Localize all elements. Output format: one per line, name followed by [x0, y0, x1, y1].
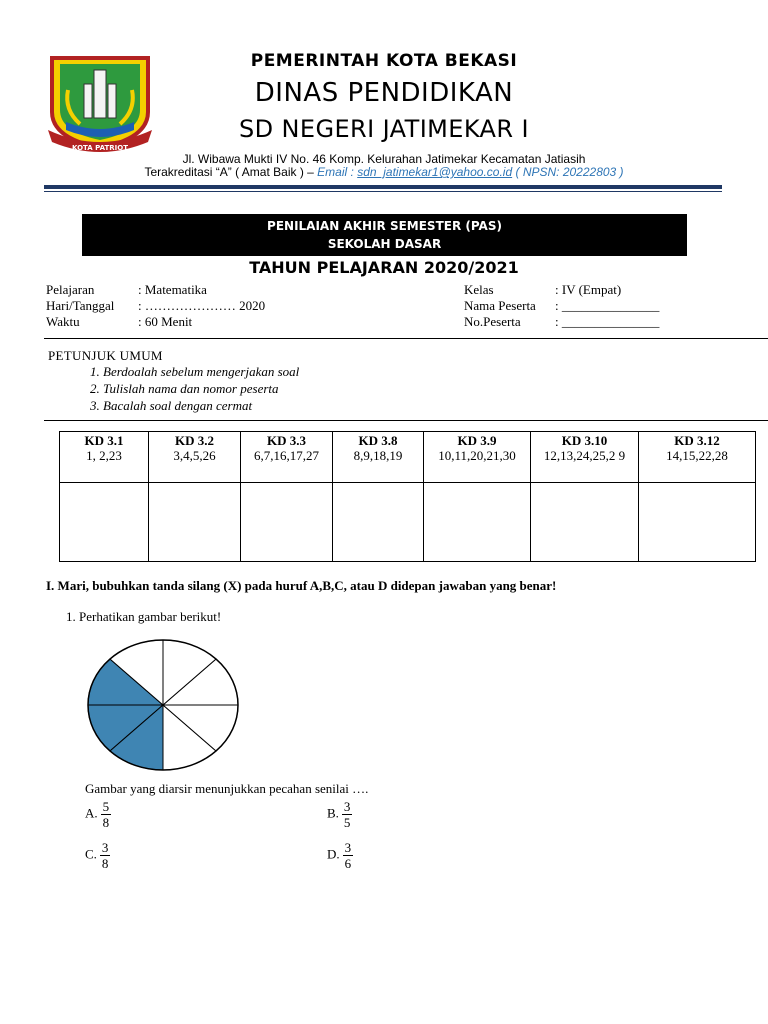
option-letter: B. [327, 805, 339, 821]
school-title: SD NEGERI JATIMEKAR I [239, 115, 529, 143]
exam-title: PENILAIAN AKHIR SEMESTER (PAS) [267, 219, 502, 233]
divider [44, 420, 768, 421]
instructions-title: PETUNJUK UMUM [48, 348, 163, 363]
header-rule-thick [44, 185, 722, 189]
kd-score-cell[interactable] [531, 483, 639, 562]
question-1-intro: 1. Perhatikan gambar berikut! [66, 609, 222, 624]
fraction: $\frac{5}{8}$ [102, 799, 110, 830]
fraction: $\frac{3}{5}$ [343, 799, 351, 830]
option-letter: D. [327, 846, 340, 862]
department-title: DINAS PENDIDIKAN [254, 78, 514, 108]
accreditation-line [0, 165, 768, 179]
kd-score-cell[interactable] [639, 483, 756, 562]
exam-subtitle: SEKOLAH DASAR [327, 237, 442, 251]
number-label: No.Peserta [464, 314, 521, 329]
header-rule-thin [44, 191, 722, 192]
kd-score-cell[interactable] [149, 483, 241, 562]
kd-cell: KD 3.8 8,9,18,19 [333, 432, 424, 483]
class-value: : IV (Empat) [555, 282, 622, 297]
option-d[interactable] [327, 840, 353, 871]
subject-label: Pelajaran [46, 282, 95, 297]
class-label: Kelas [464, 282, 494, 297]
government-title: PEMERINTAH KOTA BEKASI [250, 51, 518, 71]
email-label: Email : [317, 165, 354, 179]
date-label: Hari/Tanggal [46, 298, 115, 313]
instruction-item: 3. Bacalah soal dengan cermat [90, 398, 253, 413]
question-1-text: Gambar yang diarsir menunjukkan pecahan senilai …. [85, 781, 369, 796]
date-value: : ………………… 2020 [138, 298, 266, 313]
kd-cell: KD 3.3 6,7,16,17,27 [241, 432, 333, 483]
kd-score-cell[interactable] [241, 483, 333, 562]
school-address: Jl. Wibawa Mukti IV No. 46 Komp. Kelurahan Jatimekar Kecamatan Jatiasih [182, 152, 586, 166]
fraction: $\frac{3}{6}$ [344, 840, 352, 871]
option-c[interactable] [85, 840, 110, 871]
fraction-circle [86, 638, 240, 772]
kd-score-cell[interactable] [424, 483, 531, 562]
number-field[interactable]: : _______________ [555, 314, 660, 329]
fraction: $\frac{3}{8}$ [101, 840, 109, 871]
kd-score-cell[interactable] [333, 483, 424, 562]
svg-text:KOTA PATRIOT: KOTA PATRIOT [71, 144, 129, 152]
subject-value: : Matematika [138, 282, 207, 297]
option-letter: C. [85, 846, 97, 862]
email-link[interactable]: sdn_jatimekar1@yahoo.co.id [357, 165, 513, 179]
kd-cell: KD 3.1 1, 2,23 [60, 432, 149, 483]
option-a[interactable] [85, 799, 111, 830]
name-label: Nama Peserta [464, 298, 536, 313]
time-label: Waktu [46, 314, 80, 329]
name-field[interactable]: : _______________ [555, 298, 660, 313]
instruction-item: 1. Berdoalah sebelum mengerjakan soal [90, 364, 300, 379]
npsn-text: ( NPSN: 20222803 ) [515, 165, 624, 179]
academic-year: TAHUN PELAJARAN 2020/2021 [249, 258, 519, 277]
time-value: : 60 Menit [138, 314, 193, 329]
option-b[interactable] [327, 799, 352, 830]
option-letter: A. [85, 805, 98, 821]
kd-cell: KD 3.2 3,4,5,26 [149, 432, 241, 483]
accreditation-text: Terakreditasi “A” ( Amat Baik ) – [144, 165, 314, 179]
kd-table [59, 431, 756, 562]
divider [44, 338, 768, 339]
instruction-item: 2. Tulislah nama dan nomor peserta [90, 381, 279, 396]
kd-cell: KD 3.10 12,13,24,25,2 9 [531, 432, 639, 483]
kd-cell: KD 3.9 10,11,20,21,30 [424, 432, 531, 483]
section-instruction: I. Mari, bubuhkan tanda silang (X) pada huruf A,B,C, atau D didepan jawaban yang benar! [46, 578, 557, 593]
kd-cell: KD 3.12 14,15,22,28 [639, 432, 756, 483]
kd-score-cell[interactable] [60, 483, 149, 562]
exam-title-box [82, 214, 687, 256]
